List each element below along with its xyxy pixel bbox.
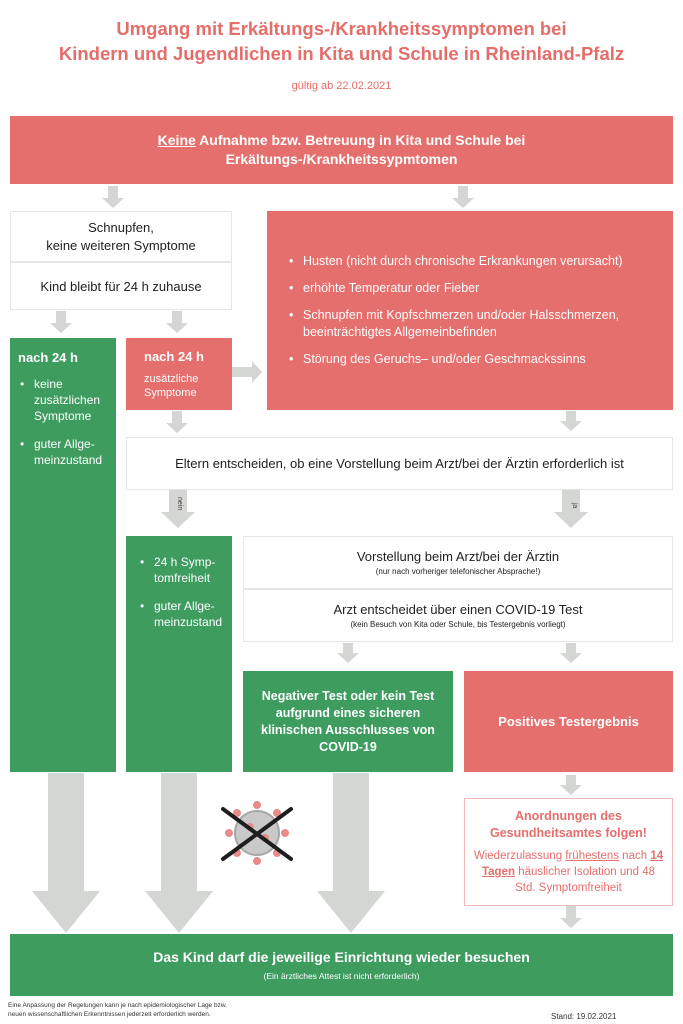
footer-note-line1: Eine Anpassung der Regelungen kann je nach epidemiologischer Lage bzw. [8, 1002, 227, 1009]
after24-no-symptoms-column [10, 338, 116, 772]
health-office-t1: Wiederzulassung [473, 850, 566, 862]
after24-left-title: nach 24 h [18, 350, 78, 365]
health-office-14-tagen: 14 Tagen [481, 850, 664, 878]
health-office-box [464, 798, 673, 906]
arrow-mid-to-parents [166, 411, 188, 433]
test-decision-box [243, 589, 673, 642]
no-admission-line2: Erkältungs-/Krankheitssypmtomen [225, 151, 458, 167]
doctor-visit-note: (nur nach vorheriger telefonischer Absprache!) [375, 567, 541, 576]
label-nein: nein [176, 497, 183, 511]
health-office-t2: nach [618, 850, 651, 862]
keine-text: Keine [157, 132, 196, 148]
after24-left-item: • keine zusätzlichen Symptome [34, 376, 110, 424]
after24-extra-symptoms-box [126, 338, 232, 410]
symptom-item: • Störung des Geruchs– und/oder Geschmackssinns [303, 351, 663, 368]
negative-test-text: Negativer Test oder kein Test aufgrund eines sicheren klinischen Ausschlusses von COVID-19 [261, 688, 435, 754]
health-office-text [471, 848, 666, 896]
after24-mid-sub: zusätzliche Symptome [144, 373, 199, 399]
symptom-item: • Schnupfen mit Kopfschmerzen und/oder Halsschmerzen, beeinträchtigtes Allgemeinbefinden [303, 307, 663, 341]
arrow-health-to-final [560, 906, 582, 928]
footer-note-line2: neuen wissenschaftlichen Erkenntnissen jederzeit erforderlich werden. [8, 1011, 211, 1018]
recovery-item: • 24 h Symp-tomfreiheit [154, 554, 226, 586]
after24-mid-title: nach 24 h [144, 349, 204, 364]
arrow-symptoms-to-parents [560, 411, 582, 431]
negative-test-box [243, 671, 453, 772]
health-office-t3: häuslicher Isolation und 48 Std. Symptomfreiheit [515, 866, 656, 894]
doctor-visit-box [243, 536, 673, 589]
health-office-fruehestens: frühestens [565, 850, 619, 862]
symptom-item: • Husten (nicht durch chronische Erkrankungen verursacht) [303, 253, 663, 270]
test-decision-text: Arzt entscheidet über einen COVID-19 Test [333, 602, 583, 617]
title-line-2: Kindern und Jugendlichen in Kita und Schule in Rheinland-Pfalz [58, 43, 625, 64]
arrow-big-3 [317, 773, 385, 933]
arrow-stay-left [50, 311, 72, 333]
footer-stand: Stand: 19.02.2021 [551, 1012, 617, 1021]
positive-test-box [464, 671, 673, 772]
arrow-top-right [452, 186, 474, 208]
may-return-box [10, 934, 673, 996]
doctor-visit-text: Vorstellung beim Arzt/bei der Ärztin [356, 549, 560, 564]
arrow-ja [554, 490, 588, 528]
no-admission-line1: Aufnahme bzw. Betreuung in Kita und Schule bei [195, 132, 526, 148]
cold-line2: keine weiteren Symptome [46, 237, 196, 253]
health-office-title: Anordnungen des Gesundheitsamtes folgen! [490, 809, 647, 840]
arrow-to-symptoms [232, 361, 262, 383]
may-return-note: (Ein ärztliches Attest ist nicht erforderlich) [263, 971, 420, 981]
valid-from: gültig ab 22.02.2021 [291, 80, 392, 92]
title-line-1: Umgang mit Erkältungs-/Krankheitssymptomen bei [116, 18, 567, 39]
recovery-box [126, 536, 232, 772]
after24-left-item: • guter Allge-meinzustand [34, 436, 110, 468]
label-ja: ja [571, 503, 578, 509]
cold-no-symptoms-box [10, 211, 232, 262]
stay-home-box [10, 262, 232, 310]
parents-decide-box [126, 437, 673, 490]
cold-line1: Schnupfen, [88, 219, 154, 235]
arrow-big-2 [145, 773, 213, 933]
positive-test-text: Positives Testergebnis [498, 714, 639, 729]
stay-home-text: Kind bleibt für 24 h zuhause [40, 278, 202, 294]
footer-note [8, 1001, 227, 1019]
recovery-item: • guter Allge-meinzustand [154, 598, 226, 630]
symptom-item: • erhöhte Temperatur oder Fieber [303, 280, 663, 297]
may-return-text: Das Kind darf die jeweilige Einrichtung wieder besuchen [153, 949, 530, 965]
parents-decide-text: Eltern entscheiden, ob eine Vorstellung beim Arzt/bei der Ärztin erforderlich ist [175, 456, 624, 471]
arrow-big-1 [32, 773, 100, 933]
symptoms-box [267, 211, 673, 410]
arrow-to-negative [337, 643, 359, 663]
arrow-stay-mid [166, 311, 188, 333]
arrow-top-left [102, 186, 124, 208]
arrow-to-positive [560, 643, 582, 663]
crossed-virus-icon [223, 801, 291, 865]
test-decision-note: (kein Besuch von Kita oder Schule, bis Testergebnis vorliegt) [350, 620, 566, 629]
arrow-to-health-office [560, 775, 582, 795]
